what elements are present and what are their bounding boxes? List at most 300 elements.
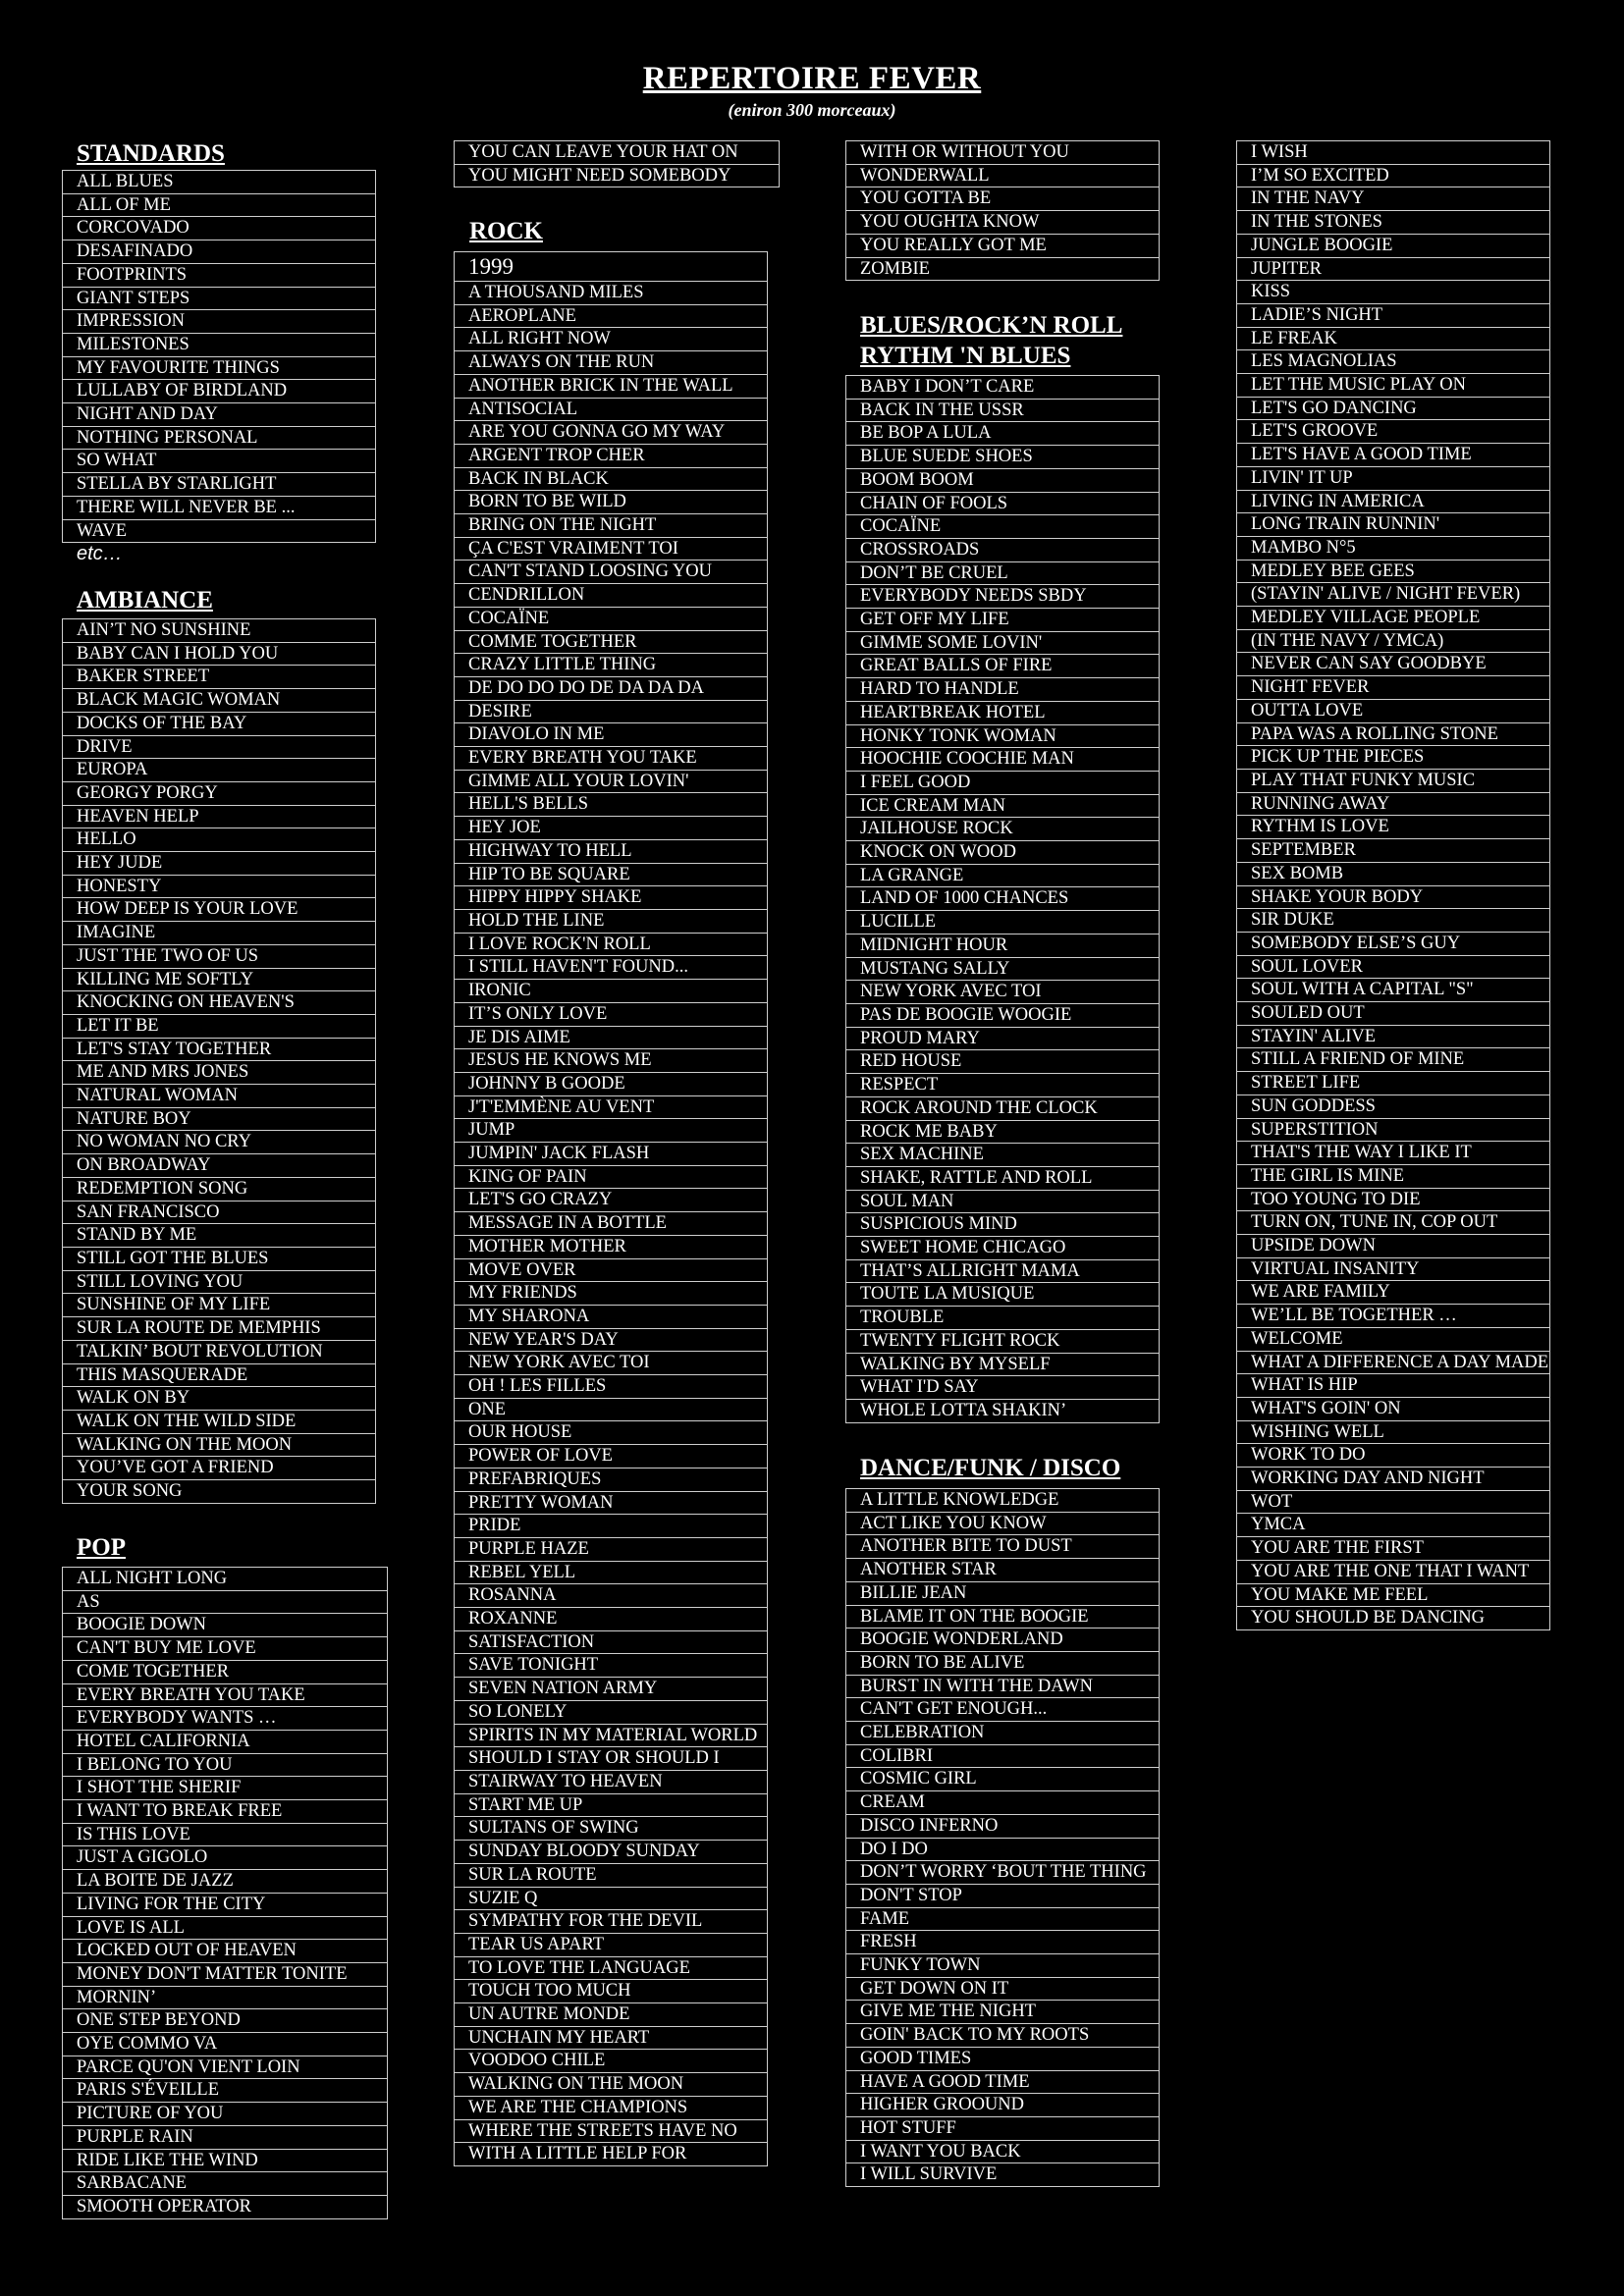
dance-song-item: THAT'S THE WAY I LIKE IT (1237, 1141, 1549, 1164)
dance-song-item: STAYIN' ALIVE (1237, 1025, 1549, 1048)
rock-song-item: MESSAGE IN A BOTTLE (455, 1211, 767, 1235)
pop-song-item: ONE STEP BEYOND (63, 2008, 387, 2032)
blues-song-item: SUSPICIOUS MIND (846, 1212, 1159, 1236)
dance-heading: DANCE/FUNK / DISCO (860, 1455, 1121, 1481)
dance-song-item: KISS (1237, 280, 1549, 303)
blues-song-item: HONKY TONK WOMAN (846, 724, 1159, 748)
rock-song-item: SYMPATHY FOR THE DEVIL (455, 1909, 767, 1933)
rock-song-item: VOODOO CHILE (455, 2049, 767, 2072)
dance-song-item: NIGHT FEVER (1237, 675, 1549, 699)
blues-song-item: BACK IN THE USSR (846, 399, 1159, 422)
ambiance-song-item: ME AND MRS JONES (63, 1060, 375, 1084)
blues-list (845, 375, 1160, 1423)
standards-heading: STANDARDS (77, 140, 225, 167)
dance-list (845, 1488, 1160, 2187)
blues-song-item: I FEEL GOOD (846, 771, 1159, 794)
blues-song-item: ROCK ME BABY (846, 1120, 1159, 1144)
rock-song-item: WITH OR WITHOUT YOU (860, 142, 1069, 162)
pop-song-item: I BELONG TO YOU (63, 1753, 387, 1777)
ambiance-song-item: WALK ON THE WILD SIDE (63, 1410, 375, 1433)
ambiance-song-item: HOW DEEP IS YOUR LOVE (63, 897, 375, 921)
ambiance-song-item: JUST THE TWO OF US (63, 944, 375, 968)
rock-song-item: SAVE TONIGHT (455, 1653, 767, 1677)
dance-song-item: SEPTEMBER (1237, 838, 1549, 862)
pop-song-item: LOCKED OUT OF HEAVEN (63, 1939, 387, 1962)
dance-song-item: GIVE ME THE NIGHT (846, 2000, 1159, 2023)
pop-song-item: PARIS S'ÉVEILLE (63, 2078, 387, 2102)
rock-song-item: SUR LA ROUTE (455, 1863, 767, 1887)
dance-song-item: BLAME IT ON THE BOOGIE (846, 1605, 1159, 1629)
rock-song-item: PRETTY WOMAN (455, 1491, 767, 1515)
blues-song-item: HOOCHIE COOCHIE MAN (846, 747, 1159, 771)
blues-song-item: PAS DE BOOGIE WOOGIE (846, 1003, 1159, 1027)
dance-song-item: SIR DUKE (1237, 908, 1549, 932)
standards-song-item: MY FAVOURITE THINGS (63, 356, 375, 380)
rock-song-item: BRING ON THE NIGHT (455, 513, 767, 537)
ambiance-song-item: BLACK MAGIC WOMAN (63, 688, 375, 712)
dance-song-item: WOT (1237, 1490, 1549, 1514)
ambiance-song-item: SAN FRANCISCO (63, 1201, 375, 1224)
blues-song-item: HARD TO HANDLE (846, 677, 1159, 701)
dance-song-item: LIVING IN AMERICA (1237, 490, 1549, 513)
rock-song-item: TEAR US APART (455, 1933, 767, 1956)
dance-song-item: CELEBRATION (846, 1721, 1159, 1744)
dance-song-item: FAME (846, 1907, 1159, 1931)
dance-song-item: CAN'T GET ENOUGH... (846, 1697, 1159, 1721)
rock-song-item: WITH A LITTLE HELP FOR (455, 2142, 767, 2165)
rock-song-item: ALWAYS ON THE RUN (455, 350, 767, 374)
pop-song-item: HOTEL CALIFORNIA (63, 1730, 387, 1753)
rock-song-item: ZOMBIE (846, 257, 1159, 281)
standards-song-item: MILESTONES (63, 333, 375, 356)
pop-song-item: PARCE QU'ON VIENT LOIN (63, 2056, 387, 2079)
dance-song-item: SOULED OUT (1237, 1001, 1549, 1025)
blues-song-item: HEARTBREAK HOTEL (846, 701, 1159, 724)
standards-song-item: ALL BLUES (77, 172, 174, 191)
dance-song-item: STREET LIFE (1237, 1071, 1549, 1095)
ambiance-song-item: STAND BY ME (63, 1223, 375, 1247)
pop-song-item: AS (63, 1590, 387, 1614)
dance-song-item: THE GIRL IS MINE (1237, 1164, 1549, 1188)
dance-song-item: VIRTUAL INSANITY (1237, 1257, 1549, 1281)
standards-song-item: FOOTPRINTS (63, 263, 375, 287)
rock-song-item: J'T'EMMÈNE AU VENT (455, 1095, 767, 1119)
dance-song-item: SOMEBODY ELSE’S GUY (1237, 932, 1549, 955)
dance-song-item: ANOTHER STAR (846, 1558, 1159, 1581)
blues-song-item: THAT’S ALLRIGHT MAMA (846, 1259, 1159, 1283)
pop-song-item: SMOOTH OPERATOR (63, 2195, 387, 2218)
rock-song-item: COCAÏNE (455, 607, 767, 630)
rock-song-item: YOU REALLY GOT ME (846, 234, 1159, 257)
rock-song-item: LET'S GO CRAZY (455, 1188, 767, 1211)
blues-song-item: MIDNIGHT HOUR (846, 934, 1159, 957)
rock-song-item: DESIRE (455, 700, 767, 723)
dance-song-item: WHAT'S GOIN' ON (1237, 1397, 1549, 1420)
rock-song-item: 1999 (468, 254, 514, 279)
blues-song-item: SEX MACHINE (846, 1143, 1159, 1166)
blues-song-item: NEW YORK AVEC TOI (846, 980, 1159, 1003)
dance-song-item: UPSIDE DOWN (1237, 1234, 1549, 1257)
dance-song-item: RUNNING AWAY (1237, 792, 1549, 816)
rock-song-item: ARE YOU GONNA GO MY WAY (455, 420, 767, 444)
ambiance-song-item: HEAVEN HELP (63, 805, 375, 828)
blues-song-item: KNOCK ON WOOD (846, 840, 1159, 864)
blues-song-item: GET OFF MY LIFE (846, 608, 1159, 631)
standards-song-item: CORCOVADO (63, 216, 375, 240)
standards-song-item: WAVE (63, 519, 375, 543)
pop-song-item: MONEY DON'T MATTER TONITE (63, 1962, 387, 1986)
blues-song-item: TOUTE LA MUSIQUE (846, 1282, 1159, 1306)
rock-song-item: IRONIC (455, 979, 767, 1002)
dance-song-item: DON’T WORRY ‘BOUT THE THING (846, 1860, 1159, 1884)
pop-song-item: I WANT TO BREAK FREE (63, 1799, 387, 1823)
pop-heading: POP (77, 1534, 126, 1561)
blues-song-item: BLUE SUEDE SHOES (846, 445, 1159, 468)
standards-list (62, 170, 376, 543)
standards-song-item: NOTHING PERSONAL (63, 426, 375, 450)
blues-song-item: TWENTY FLIGHT ROCK (846, 1329, 1159, 1353)
dance-song-item: YOU ARE THE FIRST (1237, 1536, 1549, 1560)
rock-song-item: REBEL YELL (455, 1561, 767, 1584)
pop-song-item: COME TOGETHER (63, 1660, 387, 1683)
dance-song-item: GOOD TIMES (846, 2047, 1159, 2070)
ambiance-song-item: NO WOMAN NO CRY (63, 1130, 375, 1153)
pop-song-item: LIVING FOR THE CITY (63, 1893, 387, 1916)
dance-song-item: GOIN' BACK TO MY ROOTS (846, 2023, 1159, 2047)
pop-song-item: MORNIN’ (63, 1986, 387, 2009)
blues-song-item: ROCK AROUND THE CLOCK (846, 1096, 1159, 1120)
dance-song-item: WE ARE FAMILY (1237, 1280, 1549, 1304)
dance-song-item: COLIBRI (846, 1744, 1159, 1768)
dance-song-item: A LITTLE KNOWLEDGE (860, 1490, 1059, 1510)
ambiance-song-item: YOUR SONG (63, 1479, 375, 1503)
blues-song-item: PROUD MARY (846, 1027, 1159, 1050)
rock-song-item: SEVEN NATION ARMY (455, 1677, 767, 1700)
dance-song-item: BILLIE JEAN (846, 1581, 1159, 1605)
dance-song-item: ANOTHER BITE TO DUST (846, 1534, 1159, 1558)
ambiance-song-item: REDEMPTION SONG (63, 1177, 375, 1201)
dance-song-item: LADIE’S NIGHT (1237, 303, 1549, 327)
rock-song-item: HIP TO BE SQUARE (455, 863, 767, 886)
blues-song-item: EVERYBODY NEEDS SBDY (846, 584, 1159, 608)
dance-song-item: PAPA WAS A ROLLING STONE (1237, 722, 1549, 746)
dance-song-item: (STAYIN' ALIVE / NIGHT FEVER) (1237, 582, 1549, 606)
rock-song-item: SUNDAY BLOODY SUNDAY (455, 1840, 767, 1863)
rock-song-item: WHERE THE STREETS HAVE NO (455, 2119, 767, 2143)
blues-song-item: ICE CREAM MAN (846, 794, 1159, 818)
ambiance-song-item: NATURAL WOMAN (63, 1084, 375, 1107)
rock-song-item: NEW YORK AVEC TOI (455, 1351, 767, 1374)
dance-song-item: JUNGLE BOOGIE (1237, 234, 1549, 257)
rock-song-item: ROSANNA (455, 1583, 767, 1607)
rock-song-item: IT’S ONLY LOVE (455, 1002, 767, 1026)
standards-song-item: SO WHAT (63, 449, 375, 472)
rock-song-item: CRAZY LITTLE THING (455, 653, 767, 676)
dance-song-item: MEDLEY VILLAGE PEOPLE (1237, 606, 1549, 629)
blues-song-item: CROSSROADS (846, 538, 1159, 561)
dance-song-item: WHAT A DIFFERENCE A DAY MADE (1237, 1351, 1549, 1374)
dance-song-item: RYTHM IS LOVE (1237, 815, 1549, 838)
standards-song-item: IMPRESSION (63, 309, 375, 333)
rock-song-item: TO LOVE THE LANGUAGE (455, 1956, 767, 1980)
rock-song-item: GIMME ALL YOUR LOVIN' (455, 770, 767, 793)
dance-song-item: LET THE MUSIC PLAY ON (1237, 373, 1549, 397)
dance-song-item: SOUL WITH A CAPITAL "S" (1237, 978, 1549, 1001)
pop-song-item: IS THIS LOVE (63, 1823, 387, 1846)
rock-song-item: MOTHER MOTHER (455, 1235, 767, 1258)
pop-song-item: JUST A GIGOLO (63, 1845, 387, 1869)
pop-list (62, 1567, 388, 2219)
standards-song-item: THERE WILL NEVER BE ... (63, 496, 375, 519)
pop-song-item: EVERYBODY WANTS … (63, 1706, 387, 1730)
rock-song-item: PRIDE (455, 1514, 767, 1537)
pop-song-item: BOOGIE DOWN (63, 1613, 387, 1636)
dance-song-item: NEVER CAN SAY GOODBYE (1237, 652, 1549, 675)
pop-song-item: OYE COMMO VA (63, 2032, 387, 2056)
dance-song-item: PICK UP THE PIECES (1237, 745, 1549, 769)
blues-song-item: BE BOP A LULA (846, 421, 1159, 445)
rock-song-item: MOVE OVER (455, 1258, 767, 1282)
rock-song-item: NEW YEAR'S DAY (455, 1328, 767, 1352)
rock-song-item: HEY JOE (455, 816, 767, 839)
dance-song-item: YOU ARE THE ONE THAT I WANT (1237, 1560, 1549, 1583)
dance-song-item: YMCA (1237, 1513, 1549, 1536)
blues-song-item: WHAT I'D SAY (846, 1375, 1159, 1399)
rock-song-item: JE DIS AIME (455, 1026, 767, 1049)
ambiance-song-item: LET'S STAY TOGETHER (63, 1038, 375, 1061)
dance-song-item: WE’LL BE TOGETHER … (1237, 1304, 1549, 1327)
dance-song-item: DO I DO (846, 1838, 1159, 1861)
pop-song-item: LA BOITE DE JAZZ (63, 1869, 387, 1893)
dance-song-item: GET DOWN ON IT (846, 1977, 1159, 2001)
rock-song-item: SATISFACTION (455, 1630, 767, 1654)
dance-song-item: WISHING WELL (1237, 1420, 1549, 1444)
standards-song-item: LULLABY OF BIRDLAND (63, 379, 375, 402)
dance-song-item: ACT LIKE YOU KNOW (846, 1512, 1159, 1535)
dance-song-item: BORN TO BE ALIVE (846, 1651, 1159, 1675)
dance-song-item: MAMBO N°5 (1237, 536, 1549, 560)
blues-song-item: DON’T BE CRUEL (846, 561, 1159, 585)
dance-song-item: BURST IN WITH THE DAWN (846, 1675, 1159, 1698)
rock-song-item: OH ! LES FILLES (455, 1374, 767, 1398)
rock-song-item: MY SHARONA (455, 1305, 767, 1328)
rock-song-item: BACK IN BLACK (455, 467, 767, 491)
rock-song-item: CENDRILLON (455, 583, 767, 607)
ambiance-song-item: TALKIN’ BOUT REVOLUTION (63, 1340, 375, 1363)
blues-song-item: GIMME SOME LOVIN' (846, 631, 1159, 655)
blues-heading-line2: RYTHM 'N BLUES (860, 343, 1071, 369)
blues-song-item: SHAKE, RATTLE AND ROLL (846, 1166, 1159, 1190)
ambiance-song-item: ON BROADWAY (63, 1153, 375, 1177)
rock-song-item: WONDERWALL (846, 164, 1159, 187)
ambiance-song-item: BABY CAN I HOLD YOU (63, 642, 375, 666)
rock-song-item: SO LONELY (455, 1700, 767, 1724)
blues-song-item: COCAÏNE (846, 514, 1159, 538)
dance-song-item: CREAM (846, 1790, 1159, 1814)
standards-song-item: ALL OF ME (63, 193, 375, 217)
rock-song-item: COMME TOGETHER (455, 630, 767, 654)
dance-song-item: IN THE NAVY (1237, 187, 1549, 210)
dance-song-item: I’M SO EXCITED (1237, 164, 1549, 187)
dance-song-item: DISCO INFERNO (846, 1814, 1159, 1838)
dance-song-item: SUN GODDESS (1237, 1095, 1549, 1118)
dance-song-item: LE FREAK (1237, 327, 1549, 350)
pop-song-item: SARBACANE (63, 2171, 387, 2195)
pop-song-item: I SHOT THE SHERIF (63, 1776, 387, 1799)
ambiance-song-item: WALK ON BY (63, 1386, 375, 1410)
pop-song-item: CAN'T BUY ME LOVE (63, 1636, 387, 1660)
dance-song-item: FRESH (846, 1930, 1159, 1953)
pop-song-item: EVERY BREATH YOU TAKE (63, 1683, 387, 1707)
ambiance-song-item: DRIVE (63, 735, 375, 759)
rock-song-item: AEROPLANE (455, 304, 767, 328)
rock-song-item: JUMP (455, 1118, 767, 1142)
ambiance-heading: AMBIANCE (77, 587, 213, 614)
standards-song-item: STELLA BY STARLIGHT (63, 472, 375, 496)
rock-song-item: EVERY BREATH YOU TAKE (455, 746, 767, 770)
rock-song-item: ALL RIGHT NOW (455, 327, 767, 350)
ambiance-song-item: LET IT BE (63, 1014, 375, 1038)
dance-song-item: LIVIN' IT UP (1237, 466, 1549, 490)
rock-song-item: ANTISOCIAL (455, 398, 767, 421)
rock-song-item: POWER OF LOVE (455, 1444, 767, 1468)
pop-continued-list (454, 140, 780, 187)
dance-song-item: SEX BOMB (1237, 862, 1549, 885)
page-title: REPERTOIRE FEVER (642, 61, 982, 96)
dance-song-item: PLAY THAT FUNKY MUSIC (1237, 769, 1549, 792)
rock-song-item: START ME UP (455, 1793, 767, 1817)
page-subtitle: (eniron 300 morceaux) (728, 100, 896, 120)
rock-song-item: ROXANNE (455, 1607, 767, 1630)
rock-song-item: A THOUSAND MILES (455, 281, 767, 304)
blues-song-item: BOOM BOOM (846, 468, 1159, 492)
ambiance-song-item: YOU’VE GOT A FRIEND (63, 1456, 375, 1479)
dance-song-item: LET'S GO DANCING (1237, 397, 1549, 420)
blues-song-item: LA GRANGE (846, 864, 1159, 887)
standards-song-item: DESAFINADO (63, 240, 375, 263)
ambiance-song-item: DOCKS OF THE BAY (63, 712, 375, 735)
ambiance-song-item: AIN’T NO SUNSHINE (77, 620, 251, 640)
rock-song-item: WE ARE THE CHAMPIONS (455, 2096, 767, 2119)
rock-song-item: MY FRIENDS (455, 1281, 767, 1305)
dance-song-item: BOOGIE WONDERLAND (846, 1628, 1159, 1651)
pop-song-item: RIDE LIKE THE WIND (63, 2149, 387, 2172)
rock-song-item: SPIRITS IN MY MATERIAL WORLD (455, 1724, 767, 1747)
rock-song-item: DE DO DO DO DE DA DA DA (455, 676, 767, 700)
dance-song-item: I WANT YOU BACK (846, 2140, 1159, 2163)
rock-song-item: UN AUTRE MONDE (455, 2002, 767, 2026)
dance-song-item: IN THE STONES (1237, 210, 1549, 234)
pop-song-item: PICTURE OF YOU (63, 2102, 387, 2125)
dance-song-item: HIGHER GROOUND (846, 2093, 1159, 2116)
pop-song-item: PURPLE RAIN (63, 2125, 387, 2149)
dance-song-item: YOU SHOULD BE DANCING (1237, 1606, 1549, 1629)
rock-song-item: JESUS HE KNOWS ME (455, 1048, 767, 1072)
dance-song-item: LET'S GROOVE (1237, 419, 1549, 443)
rock-song-item: KING OF PAIN (455, 1165, 767, 1189)
rock-song-item: STAIRWAY TO HEAVEN (455, 1770, 767, 1793)
rock-song-item: TOUCH TOO MUCH (455, 1979, 767, 2002)
rock-song-item: SHOULD I STAY OR SHOULD I (455, 1746, 767, 1770)
ambiance-song-item: HELLO (63, 828, 375, 851)
dance-song-item: HAVE A GOOD TIME (846, 2070, 1159, 2094)
rock-song-item: JOHNNY B GOODE (455, 1072, 767, 1095)
dance-song-item: I WILL SURVIVE (846, 2163, 1159, 2186)
blues-song-item: JAILHOUSE ROCK (846, 817, 1159, 840)
dance-song-item: STILL A FRIEND OF MINE (1237, 1047, 1549, 1071)
rock-song-item: I STILL HAVEN'T FOUND... (455, 955, 767, 979)
rock-song-item: JUMPIN' JACK FLASH (455, 1142, 767, 1165)
rock-song-item: PURPLE HAZE (455, 1537, 767, 1561)
dance-song-item: WELCOME (1237, 1327, 1549, 1351)
dance-song-item: I WISH (1251, 142, 1308, 162)
dance-song-item: LES MAGNOLIAS (1237, 349, 1549, 373)
standards-song-item: GIANT STEPS (63, 287, 375, 310)
rock-song-item: CAN'T STAND LOOSING YOU (455, 560, 767, 583)
dance-song-item: WORKING DAY AND NIGHT (1237, 1467, 1549, 1490)
dance-song-item: JUPITER (1237, 257, 1549, 281)
blues-heading-line1: BLUES/ROCK’N ROLL (860, 312, 1123, 339)
dance-song-item: COSMIC GIRL (846, 1767, 1159, 1790)
standards-etc: etc… (77, 543, 123, 564)
blues-song-item: GREAT BALLS OF FIRE (846, 654, 1159, 677)
ambiance-song-item: HONESTY (63, 875, 375, 898)
ambiance-song-item: KILLING ME SOFTLY (63, 968, 375, 991)
dance-song-item: WORK TO DO (1237, 1443, 1549, 1467)
rock-song-item: DIAVOLO IN ME (455, 722, 767, 746)
ambiance-song-item: HEY JUDE (63, 851, 375, 875)
ambiance-song-item: KNOCKING ON HEAVEN'S (63, 990, 375, 1014)
dance-song-item: (IN THE NAVY / YMCA) (1237, 629, 1549, 653)
rock-song-item: I LOVE ROCK'N ROLL (455, 933, 767, 956)
blues-song-item: WHOLE LOTTA SHAKIN’ (846, 1399, 1159, 1422)
blues-song-item: RESPECT (846, 1073, 1159, 1096)
rock-song-item: OUR HOUSE (455, 1420, 767, 1444)
blues-song-item: BABY I DON’T CARE (860, 377, 1035, 397)
blues-song-item: LUCILLE (846, 910, 1159, 934)
dance-song-item: OUTTA LOVE (1237, 699, 1549, 722)
pop-song-item: YOU MIGHT NEED SOMEBODY (455, 164, 779, 187)
rock-list (454, 251, 768, 2166)
dance-song-item: HOT STUFF (846, 2116, 1159, 2140)
pop-song-item: ALL NIGHT LONG (77, 1569, 228, 1588)
blues-song-item: CHAIN OF FOOLS (846, 492, 1159, 515)
ambiance-song-item: SUR LA ROUTE DE MEMPHIS (63, 1316, 375, 1340)
rock-song-item: WALKING ON THE MOON (455, 2072, 767, 2096)
blues-song-item: LAND OF 1000 CHANCES (846, 886, 1159, 910)
dance-song-item: FUNKY TOWN (846, 1953, 1159, 1977)
dance-song-item: TOO YOUNG TO DIE (1237, 1188, 1549, 1211)
rock-song-item: HELL'S BELLS (455, 792, 767, 816)
ambiance-song-item: NATURE BOY (63, 1107, 375, 1131)
dance-song-item: SHAKE YOUR BODY (1237, 885, 1549, 909)
dance-song-item: TURN ON, TUNE IN, COP OUT (1237, 1210, 1549, 1234)
blues-song-item: MUSTANG SALLY (846, 957, 1159, 981)
dance-song-item: SUPERSTITION (1237, 1118, 1549, 1142)
blues-song-item: SOUL MAN (846, 1190, 1159, 1213)
ambiance-song-item: IMAGINE (63, 921, 375, 944)
blues-song-item: TROUBLE (846, 1306, 1159, 1329)
pop-song-item: LOVE IS ALL (63, 1916, 387, 1940)
rock-song-item: SULTANS OF SWING (455, 1816, 767, 1840)
rock-song-item: HOLD THE LINE (455, 909, 767, 933)
dance-song-item: LONG TRAIN RUNNIN' (1237, 512, 1549, 536)
rock-continued-list (845, 140, 1160, 281)
blues-song-item: RED HOUSE (846, 1049, 1159, 1073)
ambiance-song-item: STILL GOT THE BLUES (63, 1247, 375, 1270)
rock-song-item: PREFABRIQUES (455, 1468, 767, 1491)
ambiance-song-item: GEORGY PORGY (63, 781, 375, 805)
